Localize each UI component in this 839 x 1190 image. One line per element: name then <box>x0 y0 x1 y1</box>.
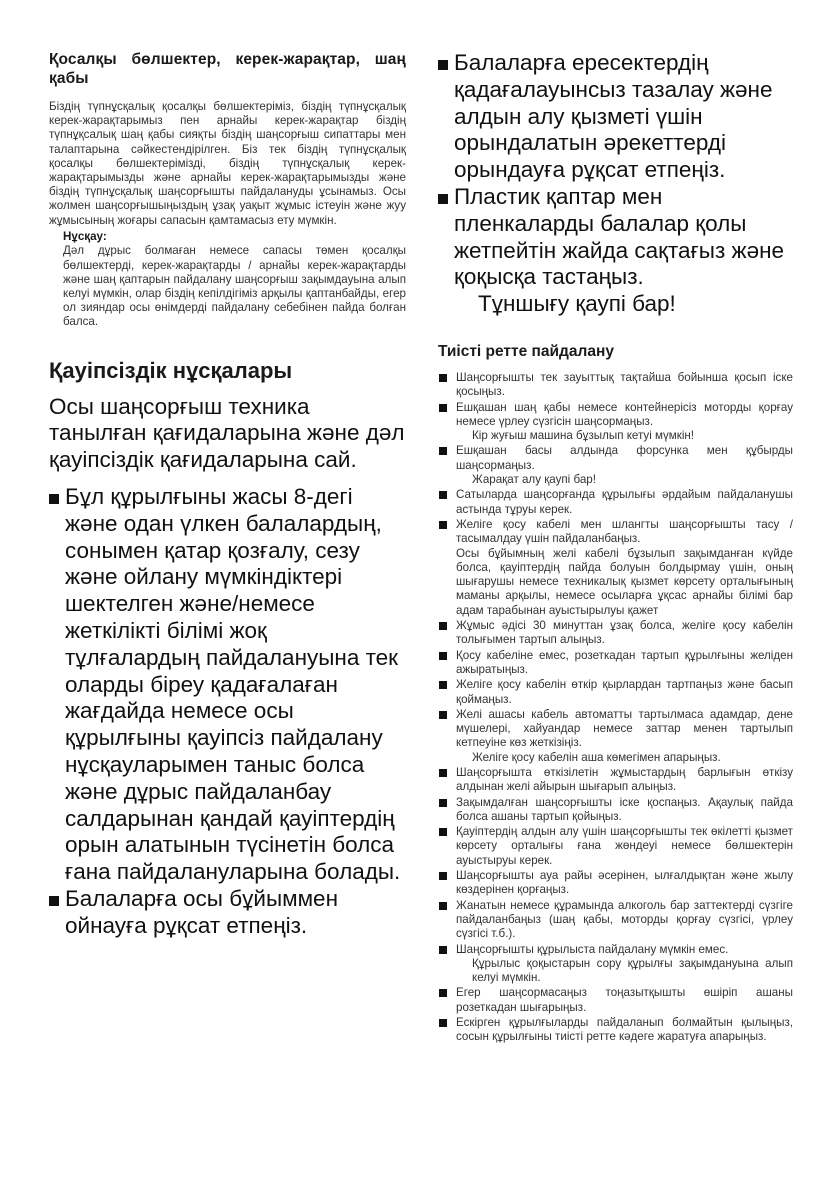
proper-use-list <box>438 371 793 1045</box>
proper-use-item-extra: Осы бұйымның желі кабелі бұзылып зақымданған күйде болса, қауіптердің пайда болуын болдырмау үшін, оның шығарушы немесе техникалық қызмет көрсету орталығының маманы арқылы, немесе осыларға ұқсас арнайы білімі бар адам тарабынан ауыстырылуы қажет <box>456 546 793 617</box>
square-bullet-icon <box>439 946 447 954</box>
square-bullet-icon <box>439 711 447 719</box>
square-bullet-icon <box>439 681 447 689</box>
safety-item-text: Балаларға осы бұйыммен ойнауға рұқсат етпеңіз. <box>65 885 338 938</box>
safety-item-warning: Тұншығу қаупі бар! <box>478 291 676 317</box>
proper-use-item <box>438 825 793 868</box>
proper-use-item <box>438 869 793 898</box>
proper-use-item <box>438 444 793 487</box>
proper-use-item <box>438 678 793 707</box>
left-column <box>49 50 406 939</box>
safety-list-left <box>49 484 406 940</box>
proper-use-heading: Тиісті ретте пайдалану <box>438 342 614 360</box>
proper-use-item-text: Қосу кабеліне емес, розеткадан тартып құрылғыны желіден ажыратыңыз. <box>456 648 793 676</box>
right-column <box>438 50 793 1046</box>
proper-use-item <box>438 943 793 986</box>
proper-use-item-text: Шаңсорғышты құрылыста пайдалану мүмкін емес. <box>456 942 729 956</box>
safety-item-text: Балаларға ересектердің қадағалауынсыз тазалау және алдын алу қызметі үшін орындалатын әрекеттерді орындауға рұқсат етпеңіз. <box>454 50 773 183</box>
square-bullet-icon <box>439 769 447 777</box>
proper-use-item <box>438 619 793 648</box>
square-bullet-icon <box>439 404 447 412</box>
proper-use-item <box>438 796 793 825</box>
proper-use-item <box>438 401 793 444</box>
safety-item-text: Бұл құрылғыны жасы 8-дегі және одан үлкен балалардың, сонымен қатар қозғалу, сезу және ойлану мүмкіндіктері шектелген және/немесе жеткілікті білімі жоқ тұлғалардың пайдалануына тек оларды біреу қадағалаған жағдайда немесе осы құрылғыны қауіпсіз пайдалану нұсқауларымен таныс болса және дұрыс пайдаланбау салдарынан қандай қауіптердің орын алатынын түсінетін болса ғана пайдалануларына болады. <box>65 483 401 885</box>
square-bullet-icon <box>439 652 447 660</box>
proper-use-item <box>438 708 793 765</box>
proper-use-item-text: Ешқашан басы алдында форсунка мен құбырды шаңсормаңыз. <box>456 444 793 472</box>
proper-use-item-warning: Құрылыс қоқыстарын сору құрылғы зақымдануына алып келуі мүмкін. <box>472 956 793 985</box>
proper-use-item <box>438 649 793 678</box>
square-bullet-icon <box>439 521 447 529</box>
proper-use-item <box>438 899 793 942</box>
safety-item <box>49 886 406 940</box>
proper-use-item-text: Егер шаңсормасаңыз тоңазытқышты өшіріп ашаны розеткадан шығарыңыз. <box>456 986 793 1014</box>
note-body: Дәл дұрыс болмаған немесе сапасы төмен қосалқы бөлшектерді, керек-жарақтарды / арнайы керек-жарақтарды және шаң қаптарын пайдалану шаңсорғыш зақымдауына алып келуі мүмкін, олар біздің кепілдігіміз арқылы қаптанбайды, егер ол зияндар осы өнімдерді пайдалану себебінен пайда болған балса. <box>63 244 406 329</box>
spare-parts-body: Біздің түпнұсқалық қосалқы бөлшектеріміз, біздің түпнұсқалық керек-жарақтарымыз пен арнайы керек-жарақтар біздің түпнұқсалық шаң қабы сияқты біздің шаңсорғыш сипаттары мен талаптарына сәйкестендірілген. Біз тек біздің түпнұсқалық қосалқы бөлшектерімізді, біздің түпнұсқалық керек-жарақтарымызды және арнайы керек-жарақтарымызды және біздің түпнұсқалық шаңсорғышты пайдалануды ұсынамыз. Осы жолмен шаңсорғышыңыздың ұзақ уақыт жұмыс істеуін және жуу жұмысының жоғары сапасын қамтамасыз ету мүмкін. <box>49 100 406 227</box>
proper-use-item-text: Шаңсорғышты тек зауыттық тақтайша бойынша қосып іске қосыңыз. <box>456 370 793 399</box>
square-bullet-icon <box>439 374 447 382</box>
proper-use-item <box>438 488 793 517</box>
square-bullet-icon <box>49 494 59 504</box>
safety-item <box>438 184 793 318</box>
proper-use-item-text: Желіге қосу кабелін өткір қырлардан тартпаңыз және басып қоймаңыз. <box>456 678 793 706</box>
square-bullet-icon <box>439 902 447 910</box>
proper-use-item <box>438 518 793 618</box>
proper-use-item-warning: Желіге қосу кабелін аша көмегімен апарыңыз. <box>472 750 721 764</box>
proper-use-item <box>438 986 793 1015</box>
note-title: Нұсқау: <box>63 229 107 243</box>
spare-parts-heading: Қосалқы бөлшектер, керек-жарақтар, шаң қабы <box>49 51 406 87</box>
square-bullet-icon <box>438 60 448 70</box>
proper-use-item-text: Желіге қосу кабелі мен шлангты шаңсорғышты тасу / тасымалдау үшін пайдаланбаңыз. <box>456 517 793 546</box>
safety-list-right <box>438 50 793 318</box>
square-bullet-icon <box>439 447 447 455</box>
proper-use-item-text: Жанатын немесе құрамында алкоголь бар заттектерді сүзгіге пайдаланбаңыз (шаң қабы, моторды қорғау сүзгісі, үрлеу сүзгісі т.б.). <box>456 898 793 941</box>
square-bullet-icon <box>439 622 447 630</box>
proper-use-item-text: Ескірген құрылғыларды пайдаланып болмайтын қылыңыз, сосын құрылғыны тиісті ретте кәдеге жаратуға апарыңыз. <box>456 1016 793 1044</box>
proper-use-item-text: Жұмыс әдісі 30 минуттан ұзақ болса, желіге қосу кабелін толығымен тартып алыңыз. <box>456 619 793 647</box>
proper-use-item-text: Желі ашасы кабель автоматты тартылмаса адамдар, дене мүшелері, хайуандар немесе заттар менен тартылып кетпеуіне көз жеткізіңіз. <box>456 707 793 750</box>
square-bullet-icon <box>439 872 447 880</box>
proper-use-item-warning: Жарақат алу қаупі бар! <box>472 473 596 487</box>
proper-use-item-warning: Кір жуғыш машина бұзылып кетуі мүмкін! <box>472 429 695 443</box>
proper-use-item-text: Ешқашан шаң қабы немесе контейнерісіз моторды қорғау немесе үрлеу сүзгісін шаңсормаңыз. <box>456 400 793 428</box>
proper-use-item-text: Шаңсорғышта өткізілетін жұмыстардың барлығын өткізу алдынан желі айырын шығарып алыңыз. <box>456 765 793 794</box>
safety-item-text: Пластик қаптар мен пленкаларды балалар қолы жетпейтін жайда сақтағыз және қоқысқа тастаңыз. <box>454 183 785 290</box>
square-bullet-icon <box>439 491 447 499</box>
square-bullet-icon <box>439 1019 447 1027</box>
proper-use-item <box>438 766 793 795</box>
square-bullet-icon <box>439 989 447 997</box>
square-bullet-icon <box>438 194 448 204</box>
square-bullet-icon <box>439 828 447 836</box>
safety-item <box>438 50 793 184</box>
proper-use-item-text: Сатыларда шаңсорғанда құрылығы әрдайым пайдаланушы астында тұруы керек. <box>456 488 793 516</box>
safety-intro: Осы шаңсорғыш техника танылған қағидаларына және дәл қауіпсіздік қағидаларына сай. <box>49 393 405 473</box>
proper-use-item <box>438 371 793 400</box>
spare-parts-note <box>63 230 406 330</box>
safety-item <box>49 484 406 886</box>
safety-heading: Қауіпсіздік нұсқалары <box>49 357 293 383</box>
proper-use-item-text: Қауіптердің алдын алу үшін шаңсорғышты тек өкілетті қызмет көрсету орталығы ғана жөндеуі немесе бөлшектерін ауыстыруы керек. <box>456 825 793 867</box>
proper-use-item-text: Шаңсорғышты ауа райы әсерінен, ылғалдықтан және жылу көздерінен қорғаңыз. <box>456 869 793 897</box>
proper-use-item <box>438 1016 793 1045</box>
square-bullet-icon <box>439 799 447 807</box>
proper-use-item-text: Зақымдалған шаңсорғышты іске қоспаңыз. Ақаулық пайда болса ашаны тартып қойыңыз. <box>456 795 793 823</box>
square-bullet-icon <box>49 896 59 906</box>
